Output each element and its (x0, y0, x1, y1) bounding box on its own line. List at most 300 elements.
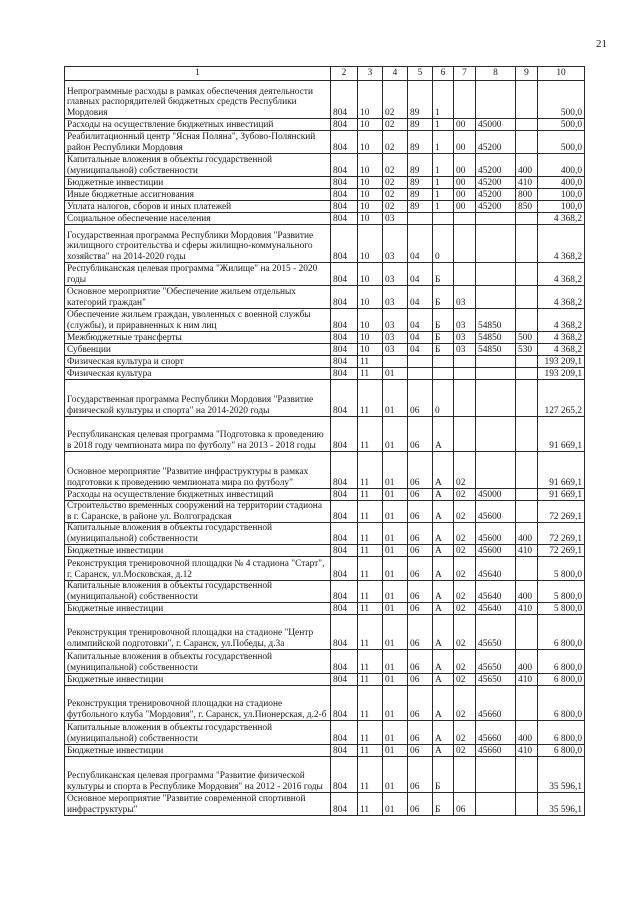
row-code: 04 (408, 344, 433, 356)
row-code: 00 (454, 201, 476, 213)
table-row (65, 721, 585, 745)
row-code: 500 (516, 332, 538, 344)
row-code: 06 (408, 793, 433, 816)
column-header: 5 (408, 67, 433, 81)
row-code: 804 (331, 131, 358, 154)
row-code: 45200 (476, 201, 516, 213)
row-label: Иные бюджетные ассигнования (65, 189, 331, 201)
row-code: 804 (331, 81, 358, 119)
row-code (516, 286, 538, 309)
row-code (516, 615, 538, 650)
table-row (65, 213, 585, 225)
row-code: 01 (383, 650, 408, 674)
row-code: 804 (331, 501, 358, 523)
row-code: А (433, 615, 454, 650)
row-amount: 6 800,0 (538, 745, 585, 757)
row-code: 03 (383, 286, 408, 309)
row-code: 804 (331, 452, 358, 489)
row-code: 89 (408, 81, 433, 119)
row-code: 804 (331, 489, 358, 501)
row-code: 11 (358, 721, 383, 745)
row-code: 804 (331, 309, 358, 332)
row-code (516, 417, 538, 452)
row-code (516, 309, 538, 332)
row-code: 400 (516, 650, 538, 674)
row-code: 00 (454, 119, 476, 131)
row-code: 02 (383, 177, 408, 189)
row-code (516, 686, 538, 721)
table-row (65, 581, 585, 603)
row-code: 06 (408, 417, 433, 452)
row-code: Б (433, 793, 454, 816)
row-code: 54850 (476, 309, 516, 332)
row-code: 804 (331, 177, 358, 189)
row-code: 11 (358, 368, 383, 380)
row-code: 01 (383, 557, 408, 581)
row-code: 850 (516, 201, 538, 213)
table-row (65, 344, 585, 356)
row-code: 410 (516, 603, 538, 615)
row-code: 10 (358, 309, 383, 332)
row-code: 10 (358, 189, 383, 201)
table-row (65, 154, 585, 177)
row-code (476, 368, 516, 380)
table-row (65, 189, 585, 201)
row-code: 11 (358, 501, 383, 523)
row-code: 89 (408, 177, 433, 189)
row-code: 400 (516, 721, 538, 745)
row-code: 11 (358, 417, 383, 452)
row-amount: 4 368,2 (538, 332, 585, 344)
row-code (383, 356, 408, 368)
table-row (65, 686, 585, 721)
row-code: 804 (331, 721, 358, 745)
row-code: 06 (408, 721, 433, 745)
row-code: А (433, 452, 454, 489)
row-code (408, 356, 433, 368)
row-code: 804 (331, 615, 358, 650)
row-code: 804 (331, 523, 358, 545)
row-code: 804 (331, 757, 358, 793)
row-label: Республиканская целевая программа "Подготовка к проведению в 2018 году чемпионата мира по футболу" на 2013 - 2018 годы (65, 417, 331, 452)
row-label: Бюджетные инвестиции (65, 177, 331, 189)
row-code: 10 (358, 201, 383, 213)
row-code: 06 (408, 650, 433, 674)
row-code: 11 (358, 793, 383, 816)
row-label: Государственная программа Республики Мордовия "Развитие физической культуры и спорта" на 2014-2020 годы (65, 380, 331, 417)
row-code: 804 (331, 154, 358, 177)
table-header-row (65, 67, 585, 81)
row-code: 804 (331, 189, 358, 201)
row-code (408, 213, 433, 225)
table-row (65, 81, 585, 119)
row-code: 10 (358, 131, 383, 154)
row-code: 11 (358, 615, 383, 650)
row-code: 02 (454, 545, 476, 557)
row-code (516, 793, 538, 816)
budget-table (64, 66, 585, 816)
row-label: Субвенции (65, 344, 331, 356)
table-row (65, 674, 585, 686)
row-code (454, 263, 476, 286)
row-code: 45660 (476, 721, 516, 745)
row-code: 06 (408, 603, 433, 615)
table-row (65, 417, 585, 452)
row-code: 410 (516, 177, 538, 189)
row-code: 400 (516, 581, 538, 603)
row-amount: 100,0 (538, 189, 585, 201)
row-code: 11 (358, 380, 383, 417)
row-label: Реконструкция тренировочной площадки на стадионе "Центр олимпийской подготовки", г. Саранск, ул.Победы, д.3а (65, 615, 331, 650)
row-code: 11 (358, 489, 383, 501)
row-code: 06 (408, 489, 433, 501)
row-label: Основное мероприятие "Развитие инфраструктуры в рамках подготовки к проведению чемпионата мира по футболу" (65, 452, 331, 489)
row-code: 11 (358, 686, 383, 721)
row-label: Бюджетные инвестиции (65, 674, 331, 686)
row-code: 06 (408, 615, 433, 650)
row-amount: 91 669,1 (538, 417, 585, 452)
row-amount: 400,0 (538, 177, 585, 189)
row-code: 01 (383, 489, 408, 501)
row-code: 02 (454, 557, 476, 581)
row-label: Республиканская целевая программа "Развитие физической культуры и спорта в Республике Мордовия" на 2012 - 2016 годы (65, 757, 331, 793)
row-code: 06 (408, 545, 433, 557)
row-code: 45660 (476, 745, 516, 757)
row-code: А (433, 417, 454, 452)
row-code: 02 (383, 189, 408, 201)
row-code: 03 (383, 344, 408, 356)
table-row (65, 603, 585, 615)
row-code (516, 557, 538, 581)
row-code: А (433, 545, 454, 557)
row-code: 530 (516, 344, 538, 356)
row-code: 11 (358, 603, 383, 615)
row-label: Межбюджетные трансферты (65, 332, 331, 344)
row-code: 804 (331, 793, 358, 816)
row-code: 1 (433, 201, 454, 213)
row-code: 06 (408, 452, 433, 489)
row-code: 45650 (476, 650, 516, 674)
row-code: А (433, 501, 454, 523)
row-amount: 72 269,1 (538, 545, 585, 557)
row-code: 01 (383, 545, 408, 557)
row-code: 45600 (476, 545, 516, 557)
row-amount: 5 800,0 (538, 557, 585, 581)
row-code: 02 (454, 721, 476, 745)
row-amount: 500,0 (538, 81, 585, 119)
row-label: Основное мероприятие "Обеспечение жильем отдельных категорий граждан" (65, 286, 331, 309)
row-code (476, 213, 516, 225)
row-code (476, 286, 516, 309)
row-code (516, 263, 538, 286)
row-label: Капитальные вложения в объекты государственной (муниципальной) собственности (65, 650, 331, 674)
row-code: 11 (358, 545, 383, 557)
row-code: 804 (331, 201, 358, 213)
row-label: Расходы на осуществление бюджетных инвестиций (65, 489, 331, 501)
row-amount: 6 800,0 (538, 650, 585, 674)
row-label: Капитальные вложения в объекты государственной (муниципальной) собственности (65, 721, 331, 745)
row-code: 89 (408, 189, 433, 201)
row-code: 10 (358, 154, 383, 177)
row-code: 11 (358, 581, 383, 603)
row-code: 11 (358, 674, 383, 686)
column-header: 8 (476, 67, 516, 81)
row-code: 1 (433, 177, 454, 189)
row-code: А (433, 721, 454, 745)
row-label: Бюджетные инвестиции (65, 745, 331, 757)
row-code (454, 368, 476, 380)
row-code: 11 (358, 452, 383, 489)
row-code: 03 (383, 225, 408, 263)
row-code (476, 81, 516, 119)
table-row (65, 201, 585, 213)
row-code: 01 (383, 452, 408, 489)
row-amount: 35 596,1 (538, 793, 585, 816)
row-code: 804 (331, 380, 358, 417)
row-code: 03 (383, 332, 408, 344)
row-code: А (433, 557, 454, 581)
table-row (65, 501, 585, 523)
row-code: 45000 (476, 489, 516, 501)
table-row (65, 332, 585, 344)
row-code: 804 (331, 344, 358, 356)
row-code (476, 417, 516, 452)
row-code (476, 380, 516, 417)
row-label: Социальное обеспечение населения (65, 213, 331, 225)
row-code: 00 (454, 177, 476, 189)
row-amount: 6 800,0 (538, 686, 585, 721)
row-code: 804 (331, 332, 358, 344)
row-amount: 4 368,2 (538, 309, 585, 332)
row-label: Реконструкция тренировочной площадки на стадионе футбольного клуба "Мордовия", г. Саранск, ул.Пионерская, д.2-б (65, 686, 331, 721)
row-code: 45640 (476, 581, 516, 603)
row-code: 03 (383, 309, 408, 332)
row-code (454, 380, 476, 417)
row-code: А (433, 745, 454, 757)
table-row (65, 489, 585, 501)
row-code (516, 452, 538, 489)
row-amount: 4 368,2 (538, 263, 585, 286)
row-code (516, 131, 538, 154)
row-amount: 5 800,0 (538, 581, 585, 603)
table-row (65, 557, 585, 581)
table-row (65, 368, 585, 380)
row-code (454, 225, 476, 263)
row-amount: 500,0 (538, 131, 585, 154)
row-code: 89 (408, 201, 433, 213)
row-code: 02 (383, 131, 408, 154)
row-code: 804 (331, 356, 358, 368)
row-label: Строительство временных сооружений на территории стадиона в г. Саранске, в районе ул. Волгоградская (65, 501, 331, 523)
row-amount: 400,0 (538, 154, 585, 177)
row-code: 45650 (476, 615, 516, 650)
row-label: Расходы на осуществление бюджетных инвестиций (65, 119, 331, 131)
column-header: 9 (516, 67, 538, 81)
table-row (65, 650, 585, 674)
row-code: 01 (383, 501, 408, 523)
row-code: 06 (408, 581, 433, 603)
row-code: 0 (433, 380, 454, 417)
row-code: 1 (433, 154, 454, 177)
row-code: 01 (383, 757, 408, 793)
row-code: 10 (358, 225, 383, 263)
row-code: 02 (383, 81, 408, 119)
row-code: 02 (454, 603, 476, 615)
table-row (65, 452, 585, 489)
row-code: 89 (408, 154, 433, 177)
row-code: 804 (331, 686, 358, 721)
row-code: Б (433, 309, 454, 332)
row-code: 804 (331, 263, 358, 286)
row-code (476, 356, 516, 368)
row-label: Основное мероприятие "Развитие современной спортивной инфраструктуры" (65, 793, 331, 816)
row-code: 54850 (476, 344, 516, 356)
row-code: 45650 (476, 674, 516, 686)
row-code (454, 81, 476, 119)
row-label: Реабилитационный центр "Ясная Поляна", Зубово-Полянский район Республики Мордовия (65, 131, 331, 154)
table-row (65, 286, 585, 309)
row-code: 06 (408, 674, 433, 686)
row-code: А (433, 489, 454, 501)
table-row (65, 745, 585, 757)
row-code: Б (433, 344, 454, 356)
row-code: 02 (454, 523, 476, 545)
row-code (516, 368, 538, 380)
table-row (65, 757, 585, 793)
table-row (65, 177, 585, 189)
row-code: 02 (454, 615, 476, 650)
row-code: 11 (358, 356, 383, 368)
row-code: 04 (408, 263, 433, 286)
row-label: Уплата налогов, сборов и иных платежей (65, 201, 331, 213)
row-code: 02 (454, 650, 476, 674)
row-amount: 127 265,2 (538, 380, 585, 417)
row-label: Обеспечение жильем граждан, уволенных с военной службы (службы), и приравненных к ним лиц (65, 309, 331, 332)
row-code: 400 (516, 154, 538, 177)
row-code: 00 (454, 154, 476, 177)
row-code (476, 793, 516, 816)
row-code: 400 (516, 523, 538, 545)
table-row (65, 793, 585, 816)
row-code: 804 (331, 417, 358, 452)
row-code: 410 (516, 545, 538, 557)
row-code: 11 (358, 650, 383, 674)
row-code: 03 (454, 344, 476, 356)
row-code: 10 (358, 119, 383, 131)
column-header: 10 (538, 67, 585, 81)
row-code: 06 (408, 745, 433, 757)
row-code: 02 (383, 154, 408, 177)
row-code: 01 (383, 721, 408, 745)
column-header: 1 (65, 67, 331, 81)
row-code: 01 (383, 793, 408, 816)
row-code: 89 (408, 131, 433, 154)
row-amount: 6 800,0 (538, 721, 585, 745)
row-code: 1 (433, 119, 454, 131)
row-code (476, 225, 516, 263)
row-code (516, 225, 538, 263)
row-amount: 4 368,2 (538, 286, 585, 309)
row-code: 01 (383, 380, 408, 417)
page-number: 21 (596, 38, 607, 50)
row-code (433, 368, 454, 380)
row-code (433, 356, 454, 368)
row-amount: 100,0 (538, 201, 585, 213)
row-code (454, 757, 476, 793)
row-code: 10 (358, 344, 383, 356)
row-code: А (433, 674, 454, 686)
row-code: 04 (408, 332, 433, 344)
row-code: 03 (454, 286, 476, 309)
row-code: 06 (408, 501, 433, 523)
row-code: Б (433, 286, 454, 309)
row-label: Капитальные вложения в объекты государственной (муниципальной) собственности (65, 523, 331, 545)
row-code: 11 (358, 757, 383, 793)
row-code: 06 (408, 380, 433, 417)
row-code: 04 (408, 225, 433, 263)
row-label: Бюджетные инвестиции (65, 603, 331, 615)
row-code: 00 (454, 131, 476, 154)
row-code (516, 501, 538, 523)
row-code (408, 368, 433, 380)
row-code: 01 (383, 368, 408, 380)
column-header: 7 (454, 67, 476, 81)
row-code: 10 (358, 286, 383, 309)
column-header: 6 (433, 67, 454, 81)
row-code: 1 (433, 189, 454, 201)
row-code (476, 757, 516, 793)
column-header: 3 (358, 67, 383, 81)
row-code: Б (433, 332, 454, 344)
row-code (516, 489, 538, 501)
row-code (454, 213, 476, 225)
table-row (65, 263, 585, 286)
row-code: 10 (358, 213, 383, 225)
row-amount: 4 368,2 (538, 344, 585, 356)
row-amount: 6 800,0 (538, 615, 585, 650)
row-code: А (433, 650, 454, 674)
row-code: А (433, 581, 454, 603)
row-label: Физическая культура и спорт (65, 356, 331, 368)
row-amount: 4 368,2 (538, 225, 585, 263)
row-code: 02 (454, 581, 476, 603)
row-code: 45640 (476, 603, 516, 615)
row-code: 10 (358, 177, 383, 189)
table-row (65, 356, 585, 368)
row-code: 01 (383, 603, 408, 615)
row-label: Государственная программа Республики Мордовия "Развитие жилищного строительства и сферы жилищно-коммунального хозяйства" на 2014-2020 годы (65, 225, 331, 263)
row-code: 11 (358, 745, 383, 757)
row-code: 10 (358, 263, 383, 286)
row-code (454, 417, 476, 452)
row-amount: 193 209,1 (538, 356, 585, 368)
row-code: 45200 (476, 154, 516, 177)
row-code: 06 (408, 757, 433, 793)
row-code: 45660 (476, 686, 516, 721)
row-code (516, 356, 538, 368)
row-code: 804 (331, 286, 358, 309)
row-code: 06 (408, 557, 433, 581)
row-code: 02 (454, 452, 476, 489)
row-amount: 72 269,1 (538, 501, 585, 523)
table-row (65, 225, 585, 263)
row-code: 1 (433, 131, 454, 154)
row-amount: 193 209,1 (538, 368, 585, 380)
table-row (65, 615, 585, 650)
row-code: 804 (331, 368, 358, 380)
row-code: 06 (408, 686, 433, 721)
row-code: 800 (516, 189, 538, 201)
